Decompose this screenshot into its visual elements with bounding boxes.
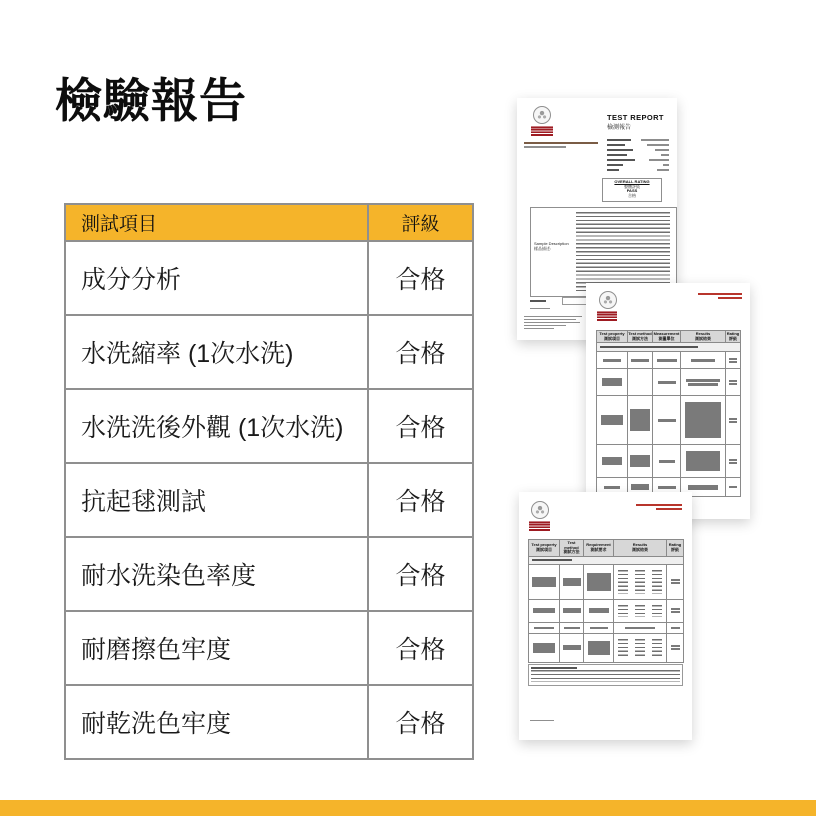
sample-label-zh: 樣品描述: bbox=[534, 245, 552, 251]
mini-col-test-method: Test method 測試方法 bbox=[560, 540, 584, 557]
info-row-placeholder bbox=[607, 169, 669, 172]
rating-cell: 合格 bbox=[368, 241, 473, 315]
seal-red-block bbox=[529, 521, 550, 528]
notes-box bbox=[528, 664, 683, 686]
mini-col-results: Results 測試結果 bbox=[681, 331, 726, 343]
mini-table-row bbox=[597, 445, 741, 478]
mini-table-row bbox=[529, 622, 684, 633]
mini-table-band-row bbox=[597, 343, 741, 352]
info-row-placeholder bbox=[607, 154, 669, 157]
footer-accent-bar bbox=[0, 800, 816, 816]
rating-cell: 合格 bbox=[368, 611, 473, 685]
rating-cell: 合格 bbox=[368, 389, 473, 463]
column-header-test-item: 測試項目 bbox=[65, 204, 368, 241]
results-table bbox=[528, 539, 684, 663]
mini-table-row bbox=[529, 599, 684, 622]
mini-table-header-row bbox=[529, 540, 684, 557]
table-row bbox=[65, 537, 473, 611]
table-row bbox=[65, 611, 473, 685]
page-number-placeholder bbox=[656, 508, 682, 510]
info-row-placeholder bbox=[607, 159, 669, 162]
footer-line-placeholder bbox=[524, 322, 580, 323]
seal-red-line bbox=[597, 319, 617, 321]
lab-seal-icon bbox=[597, 291, 617, 321]
table-row bbox=[65, 685, 473, 759]
seal-red-line bbox=[529, 529, 550, 531]
address-line-placeholder bbox=[524, 146, 566, 148]
seal-red-block bbox=[597, 311, 617, 318]
mini-col-test-property: Test property 測試項目 bbox=[597, 331, 628, 343]
footer-line-placeholder bbox=[524, 328, 554, 329]
test-item-cell: 抗起毬測試 bbox=[65, 463, 368, 537]
report-title-en: TEST REPORT bbox=[607, 113, 664, 122]
lab-seal-icon bbox=[531, 106, 553, 136]
test-item-cell: 成分分析 bbox=[65, 241, 368, 315]
footer-line-placeholder bbox=[524, 319, 576, 320]
text-line-placeholder bbox=[530, 308, 550, 309]
footer-line-placeholder bbox=[524, 316, 582, 317]
rating-cell: 合格 bbox=[368, 463, 473, 537]
seal-circle-icon bbox=[531, 501, 549, 519]
overall-rating-value-en: PASS bbox=[626, 188, 638, 194]
mini-col-results: Results 測試結果 bbox=[614, 540, 667, 557]
test-item-cell: 耐乾洗色牢度 bbox=[65, 685, 368, 759]
rating-cell: 合格 bbox=[368, 685, 473, 759]
sample-label-en: Sample Description bbox=[534, 241, 569, 246]
lab-seal-icon bbox=[529, 501, 550, 531]
test-item-cell: 耐磨擦色牢度 bbox=[65, 611, 368, 685]
mini-table-row bbox=[529, 633, 684, 662]
report-page-3 bbox=[519, 492, 692, 740]
report-title-zh: 檢測報告 bbox=[607, 125, 632, 131]
report-page-2 bbox=[586, 283, 750, 519]
mini-col-measurement: Measurement 測量單位 bbox=[653, 331, 681, 343]
mini-col-rating: Rating 評級 bbox=[726, 331, 741, 343]
sku-list-placeholder bbox=[576, 212, 670, 291]
column-header-rating: 評級 bbox=[368, 204, 473, 241]
mini-col-rating: Rating 評級 bbox=[667, 540, 684, 557]
page-number-placeholder bbox=[718, 297, 742, 299]
test-item-cell: 水洗縮率 (1次水洗) bbox=[65, 315, 368, 389]
info-row-placeholder bbox=[607, 164, 669, 167]
results-table bbox=[596, 330, 741, 497]
table-row bbox=[65, 315, 473, 389]
overall-rating-value-zh: 合格 bbox=[628, 192, 636, 198]
report-number-placeholder bbox=[698, 293, 742, 295]
report-number-placeholder bbox=[636, 504, 682, 506]
mini-table-row bbox=[597, 396, 741, 445]
sample-description-label bbox=[534, 242, 574, 251]
info-row-placeholder bbox=[607, 139, 669, 142]
address-line-placeholder bbox=[524, 142, 598, 144]
seal-red-line bbox=[531, 134, 553, 136]
mini-table-row bbox=[529, 564, 684, 599]
mini-table-row bbox=[597, 352, 741, 369]
info-row-placeholder bbox=[607, 144, 669, 147]
table-header-row bbox=[65, 204, 473, 241]
test-results-table bbox=[64, 203, 474, 760]
info-row-placeholder bbox=[607, 149, 669, 152]
mini-col-test-method: Test method 測試方法 bbox=[628, 331, 653, 343]
rating-cell: 合格 bbox=[368, 315, 473, 389]
mini-col-test-property: Test property 測試項目 bbox=[529, 540, 560, 557]
mini-table-header-row bbox=[597, 331, 741, 343]
mini-table-row bbox=[597, 369, 741, 396]
overall-rating-box bbox=[602, 178, 662, 202]
footer-line-placeholder bbox=[530, 720, 554, 721]
footer-line-placeholder bbox=[524, 325, 566, 326]
mini-col-requirement: Requirement 測試要求 bbox=[584, 540, 614, 557]
test-item-cell: 耐水洗染色率度 bbox=[65, 537, 368, 611]
date-label-placeholder bbox=[530, 300, 546, 302]
rating-cell: 合格 bbox=[368, 537, 473, 611]
seal-circle-icon bbox=[533, 106, 551, 124]
overall-rating-label-en: OVERALL RATING bbox=[614, 179, 650, 184]
seal-red-block bbox=[531, 126, 553, 133]
mini-table-band-row bbox=[529, 556, 684, 564]
page-title: 檢驗報告 bbox=[55, 74, 247, 127]
overall-rating-label-zh: 整體評級 bbox=[624, 183, 640, 189]
table-row bbox=[65, 389, 473, 463]
seal-circle-icon bbox=[599, 291, 617, 309]
table-row bbox=[65, 463, 473, 537]
table-row bbox=[65, 241, 473, 315]
test-item-cell: 水洗洗後外觀 (1次水洗) bbox=[65, 389, 368, 463]
